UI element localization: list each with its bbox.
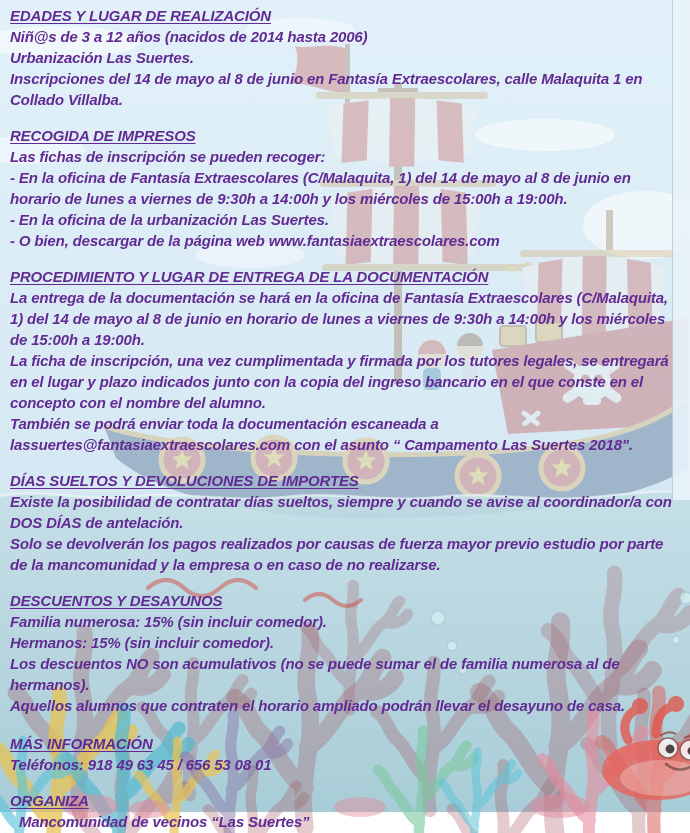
section-procedimiento — [10, 267, 682, 456]
section-title: DÍAS SUELTOS Y DEVOLUCIONES DE IMPORTES — [10, 471, 682, 492]
paragraph: Teléfonos: 918 49 63 45 / 656 53 08 01 — [10, 755, 682, 776]
paragraph: Familia numerosa: 15% (sin incluir comedor). — [10, 612, 682, 633]
section-title: MÁS INFORMACIÓN — [10, 734, 682, 755]
paragraph: - En la oficina de la urbanización Las Suertes. — [10, 210, 682, 231]
paragraph: Mancomunidad de vecinos “Las Suertes” — [10, 812, 682, 833]
paragraph: Solo se devolverán los pagos realizados por causas de fuerza mayor previo estudio por parte de la mancomunidad y la empresa o en caso de no realizarse. — [10, 534, 682, 576]
section-title: RECOGIDA DE IMPRESOS — [10, 126, 682, 147]
section-title: EDADES Y LUGAR DE REALIZACIÓN — [10, 6, 682, 27]
paragraph: La entrega de la documentación se hará en la oficina de Fantasía Extraescolares (C/Malaquita, 1) del 14 de mayo al 8 de junio en horario de lunes a viernes de 9:30h a 14:00h y los miércoles de 15:00h a 19:00h. — [10, 288, 682, 351]
paragraph: Urbanización Las Suertes. — [10, 48, 682, 69]
section-edades — [10, 6, 682, 111]
section-organiza — [10, 791, 682, 833]
paragraph: Existe la posibilidad de contratar días sueltos, siempre y cuando se avise al coordinador/a con DOS DÍAS de antelación. — [10, 492, 682, 534]
paragraph: La ficha de inscripción, una vez cumplimentada y firmada por los tutores legales, se entregará en el lugar y plazo indicados junto con la copia del ingreso bancario en el que conste en el concepto con el nombre del alumno. — [10, 351, 682, 414]
section-mas-informacion — [10, 734, 682, 776]
paragraph: Niñ@s de 3 a 12 años (nacidos de 2014 hasta 2006) — [10, 27, 682, 48]
paragraph: También se podrá enviar toda la documentación escaneada a lassuertes@fantasiaextraescolares.com con el asunto “ Campamento Las Suertes 2018". — [10, 414, 682, 456]
section-title: ORGANIZA — [10, 791, 682, 812]
paragraph: Las fichas de inscripción se pueden recoger: — [10, 147, 682, 168]
section-recogida — [10, 126, 682, 252]
paragraph: Inscripciones del 14 de mayo al 8 de junio en Fantasía Extraescolares, calle Malaquita 1 en Collado Villalba. — [10, 69, 682, 111]
paragraph: Hermanos: 15% (sin incluir comedor). — [10, 633, 682, 654]
section-dias-sueltos — [10, 471, 682, 576]
paragraph: Aquellos alumnos que contraten el horario ampliado podrán llevar el desayuno de casa. — [10, 696, 682, 717]
paragraph: Los descuentos NO son acumulativos (no se puede sumar el de familia numerosa al de hermanos). — [10, 654, 682, 696]
section-descuentos — [10, 591, 682, 717]
section-title: PROCEDIMIENTO Y LUGAR DE ENTREGA DE LA DOCUMENTACIÓN — [10, 267, 682, 288]
paragraph: - O bien, descargar de la página web www.fantasiaextraescolares.com — [10, 231, 682, 252]
section-title: DESCUENTOS Y DESAYUNOS — [10, 591, 682, 612]
paragraph: - En la oficina de Fantasía Extraescolares (C/Malaquita, 1) del 14 de mayo al 8 de junio en horario de lunes a viernes de 9:30h a 14:00h y los miércoles de 15:00h a 19:00h. — [10, 168, 682, 210]
